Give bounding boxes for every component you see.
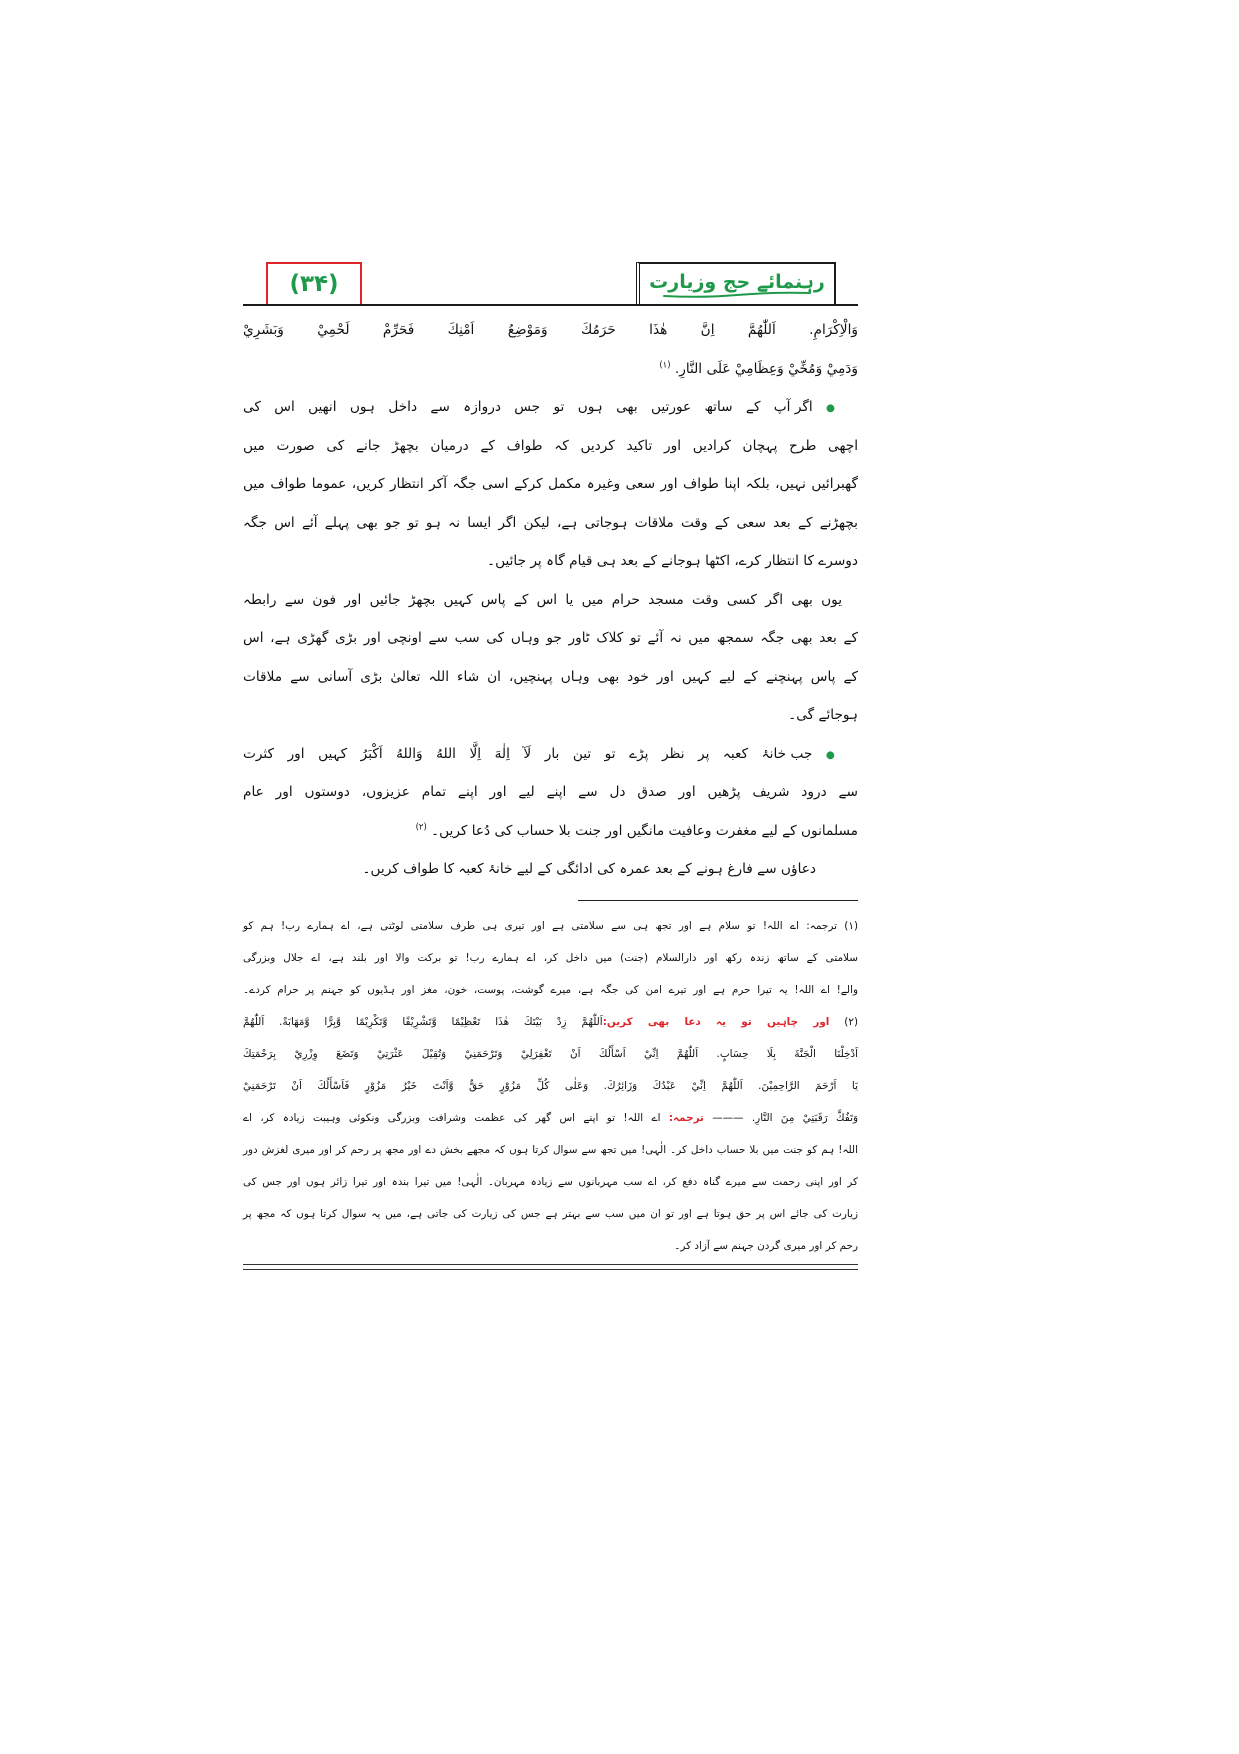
body-line bbox=[243, 696, 858, 735]
footnote-line bbox=[243, 1198, 858, 1230]
line-text: جب خانۂ کعبہ پر نظر پڑے تو تین بار لَآ اِلٰهَ اِلَّا اللهُ وَاللهُ اَكْبَرُ کہیں اور کثرت bbox=[243, 745, 813, 762]
line-text: والے! اے اللہ! یہ تیرا حرم ہے اور تیرے امن کی جگہ ہے، میرے گوشت، پوست، خون، مغز اور ہڈیوں کو جہنم پر حرام کردے۔ bbox=[243, 984, 858, 996]
footnote-line bbox=[243, 1166, 858, 1198]
line-text: یوں بھی اگر کسی وقت مسجد حرام میں یا اس کے پاس کہیں بچھڑ جائیں اور فون سے رابطہ bbox=[243, 591, 842, 608]
footnote-line bbox=[243, 1134, 858, 1166]
line-text: اَللّٰهُمَّ زِدْ بَيْتَكَ هٰذَا تَعْظِيْمًا وَّتَشْرِيْفًا وَّتَكْرِيْمًا وَّبِرًّا وَّمَهَابَةً. اَللّٰهُمَّ bbox=[243, 1016, 603, 1028]
page-bottom-double-rule bbox=[243, 1264, 858, 1270]
body-line bbox=[243, 581, 858, 620]
body-line bbox=[243, 465, 858, 504]
page-number: (۳۴) bbox=[289, 271, 339, 297]
footnote-number: (۱) bbox=[844, 920, 858, 932]
body-line bbox=[243, 850, 858, 889]
line-text: بچھڑنے کے بعد سعی کے وقت ملاقات ہوجاتی ہے، لیکن اگر ایسا نہ ہو تو جو بھی پہلے آئے اس جگہ bbox=[243, 514, 858, 531]
footnote-line bbox=[243, 1006, 858, 1038]
main-text bbox=[243, 311, 858, 889]
line-text: وَالْاِكْرَامِ. اَللّٰهُمَّ اِنَّ هٰذَا حَرَمُكَ وَمَوْضِعُ اَمْنِكَ فَحَرِّمْ لَحْمِيْ وَبَشَرِيْ bbox=[243, 322, 858, 338]
footnote-number: (۲) bbox=[844, 1016, 859, 1028]
arabic-dua-line bbox=[243, 311, 858, 350]
body-line bbox=[243, 658, 858, 697]
line-text: رحم کر اور میری گردن جہنم سے آزاد کر۔ bbox=[674, 1240, 858, 1252]
dua-label: اور چاہیں تو یہ دعا بھی کریں: bbox=[602, 1016, 830, 1028]
line-text: اَدْخِلْنَا الْجَنَّةَ بِلَا حِسَابٍ. اَللّٰهُمَّ اِنِّيْ اَسْأَلُكَ اَنْ تَغْفِرَلِيْ وَتَرْحَمَنِيْ وَتُقِيْلَ عَثْرَتِيْ وَتَضَعَ وِزْرِيْ بِرَحْمَتِكَ bbox=[243, 1048, 858, 1060]
line-text: دوسرے کا انتظار کرے، اکٹھا ہوجانے کے بعد ہی قیام گاہ پر جائیں۔ bbox=[487, 553, 858, 569]
running-title: رہنمائے حج وزیارت bbox=[649, 270, 825, 293]
footnote-ref: (۲) bbox=[415, 820, 427, 831]
line-text: سے درود شریف پڑھیں اور صدق دل سے اپنے لیے اور اپنے تمام عزیزوں، دوستوں اور عام bbox=[243, 784, 858, 800]
body-line bbox=[243, 504, 858, 543]
page-number-box bbox=[266, 262, 362, 304]
footnote-line bbox=[243, 974, 858, 1006]
dash-separator: ——— bbox=[712, 1112, 744, 1124]
footnote-line bbox=[243, 1038, 858, 1070]
green-bullet-icon: ● bbox=[825, 748, 844, 761]
footnote-line bbox=[243, 1102, 858, 1134]
body-line bbox=[243, 427, 858, 466]
body-line bbox=[243, 542, 858, 581]
body-line bbox=[243, 619, 858, 658]
title-swash-icon bbox=[662, 291, 812, 299]
line-text: وَتَفُكَّ رَقَبَتِيْ مِنَ النَّارِ. bbox=[751, 1112, 858, 1124]
line-text: گھبرائیں نہیں، بلکہ اپنا طواف اور سعی وغیرہ مکمل کرکے اسی جگہ آکر انتظار کریں، عموما طواف میں bbox=[243, 476, 858, 492]
line-text: يَا اَرْحَمَ الرَّاحِمِيْنَ. اَللّٰهُمَّ اِنِّيْ عَبْدُكَ وَزَائِرُكَ. وَعَلٰى كُلِّ مَزُوْرٍ حَقٌّ وَّاَنْتَ خَيْرُ مَزُوْرٍ فَاَسْأَلُكَ اَنْ تَرْحَمَنِيْ bbox=[243, 1080, 858, 1092]
translation-label: ترجمہ: bbox=[668, 1112, 704, 1124]
line-text: اللہ! ہم کو جنت میں بلا حساب داخل کر۔ الٰہی! میں تجھ سے سوال کرتا ہوں کہ مجھے بخش دے اور مجھ پر رحم کر اور میری لغزش دور bbox=[243, 1144, 858, 1156]
body-line bbox=[243, 812, 858, 851]
line-text: دعاؤں سے فارغ ہونے کے بعد عمرہ کی ادائگی کے لیے خانۂ کعبہ کا طواف کریں۔ bbox=[362, 861, 816, 877]
line-text: کر اور اپنی رحمت سے میرے گناہ دفع کر، اے سب مہربانوں سے زیادہ مہربان۔ الٰہی! میں تیرا بندہ اور تیرا زائر ہوں اور جس کی bbox=[243, 1176, 858, 1188]
line-text: مسلمانوں کے لیے مغفرت وعافیت مانگیں اور جنت بلا حساب کی دُعا کریں۔ bbox=[431, 822, 858, 839]
footnotes bbox=[243, 910, 858, 1262]
body-line bbox=[243, 388, 858, 427]
line-text: وَدَمِيْ وَمُخِّيْ وَعِظَامِيْ عَلَى النَّارِ. bbox=[674, 360, 858, 377]
arabic-dua-line bbox=[243, 350, 858, 389]
line-text: سلامتی کے ساتھ زندہ رکھ اور دارالسلام (جنت) میں داخل کر، اے ہمارے رب! تو برکت والا اور بلند ہے، اے جلال وبزرگی bbox=[243, 952, 858, 964]
footnote-line bbox=[243, 910, 858, 942]
footnote-separator bbox=[578, 900, 858, 901]
footnote-line bbox=[243, 1070, 858, 1102]
footnote-line bbox=[243, 1230, 858, 1262]
line-text: کے پاس پہنچنے کے لیے کہیں اور خود بھی وہاں پہنچیں، ان شاء اللہ تعالیٰ بڑی آسانی سے ملاقات bbox=[243, 668, 858, 685]
line-text: اگر آپ کے ساتھ عورتیں بھی ہوں تو جس دروازہ سے داخل ہوں انھیں اس کی bbox=[243, 399, 813, 415]
body-line bbox=[243, 735, 858, 774]
running-title-box bbox=[636, 262, 836, 304]
body-line bbox=[243, 773, 858, 812]
header-rule bbox=[243, 304, 858, 306]
line-text: اے اللہ! تو اپنے اس گھر کی عظمت وشرافت وبزرگی ونکوئی وہیبت زیادہ کر، اے bbox=[243, 1112, 661, 1124]
green-bullet-icon: ● bbox=[826, 402, 844, 414]
line-text: اچھی طرح پہچان کرادیں اور تاکید کردیں کہ طواف کے درمیان بچھڑ جانے کی صورت میں bbox=[243, 437, 858, 454]
footnote-ref: (۱) bbox=[659, 358, 671, 369]
footnote-line bbox=[243, 942, 858, 974]
line-text: زیارت کی جائے اس پر حق ہوتا ہے اور تو ان میں سب سے بہتر ہے جس کی زیارت کی جاتی ہے، میں یہ سوال کرتا ہوں کہ مجھ پر bbox=[243, 1208, 858, 1220]
line-text: کے بعد بھی جگہ سمجھ میں نہ آئے تو کلاک ٹاور جو وہاں کی سب سے اونچی اور بڑی گھڑی ہے، اس bbox=[243, 630, 858, 646]
line-text: ترجمہ: اے اللہ! تو سلام ہے اور تجھ ہی سے سلامتی ہے اور تیری ہی طرف سلامتی لوٹتی ہے، اے ہمارے رب! ہم کو bbox=[243, 920, 837, 932]
line-text: ہوجائے گی۔ bbox=[788, 707, 858, 723]
